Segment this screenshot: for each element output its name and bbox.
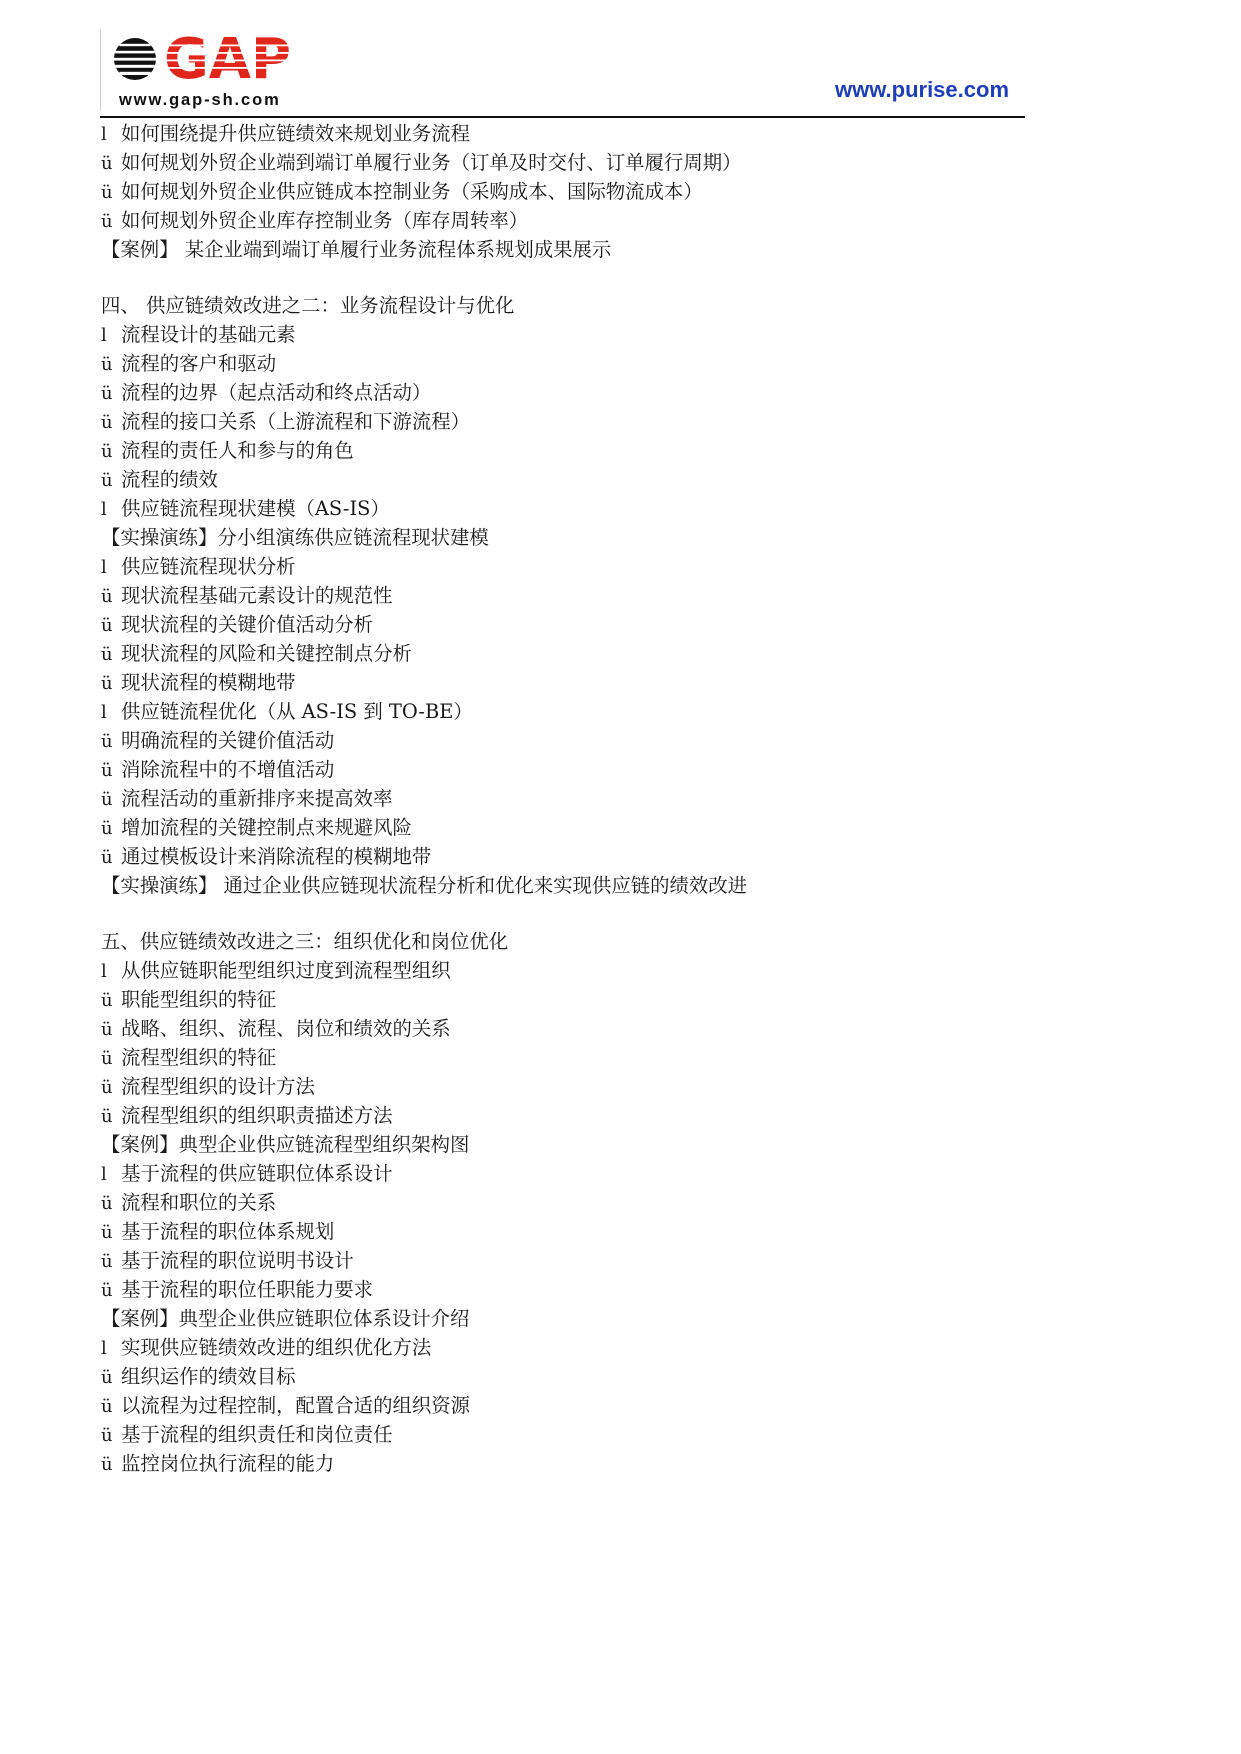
- list-item: [101, 639, 1101, 668]
- list-item: [101, 784, 1101, 813]
- case-note: 【实操演练】分小组演练供应链流程现状建模: [101, 526, 489, 549]
- section-heading: 五、供应链绩效改进之三：组织优化和岗位优化: [101, 930, 509, 953]
- document-body: [101, 119, 1101, 1478]
- list-item: [101, 407, 1101, 436]
- case-note: 【实操演练】 通过企业供应链现状流程分析和优化来实现供应链的绩效改进: [101, 874, 748, 897]
- list-item: [101, 436, 1101, 465]
- section: [101, 119, 1101, 264]
- list-item: [101, 494, 1101, 523]
- sub-bullet-marker: ü: [101, 818, 113, 839]
- main-bullet-marker: l: [101, 961, 107, 982]
- sub-bullet-marker: ü: [101, 1251, 113, 1272]
- list-item: [101, 1391, 1101, 1420]
- list-item: [101, 668, 1101, 697]
- list-item: [101, 1420, 1101, 1449]
- list-item-text: 通过模板设计来消除流程的模糊地带: [121, 845, 432, 868]
- list-item: [101, 206, 1101, 235]
- list-item: [101, 985, 1101, 1014]
- list-item: [101, 813, 1101, 842]
- sub-bullet-marker: ü: [101, 182, 113, 203]
- list-item: [101, 148, 1101, 177]
- list-item-text: 流程活动的重新排序来提高效率: [121, 787, 393, 810]
- list-item: [101, 1188, 1101, 1217]
- list-item-text: 流程的客户和驱动: [121, 352, 277, 375]
- list-item: [101, 1072, 1101, 1101]
- main-bullet-marker: l: [101, 124, 107, 145]
- blank-line: [101, 900, 1101, 927]
- blank-line: [101, 264, 1101, 291]
- list-item: [101, 465, 1101, 494]
- sub-bullet-marker: ü: [101, 1106, 113, 1127]
- sub-bullet-marker: ü: [101, 731, 113, 752]
- sub-bullet-marker: ü: [101, 1077, 113, 1098]
- list-item-text: 现状流程基础元素设计的规范性: [121, 584, 393, 607]
- sub-bullet-marker: ü: [101, 1280, 113, 1301]
- sub-bullet-marker: ü: [101, 586, 113, 607]
- list-item-text: 基于流程的职位任职能力要求: [121, 1278, 374, 1301]
- sub-bullet-marker: ü: [101, 412, 113, 433]
- main-bullet-marker: l: [101, 702, 107, 723]
- sub-bullet-marker: ü: [101, 1454, 113, 1475]
- list-item: [101, 581, 1101, 610]
- list-item: [101, 755, 1101, 784]
- list-item-text: 流程型组织的组织职责描述方法: [121, 1104, 393, 1127]
- sub-bullet-marker: ü: [101, 1048, 113, 1069]
- list-item: [101, 552, 1101, 581]
- list-item: [101, 1246, 1101, 1275]
- sub-bullet-marker: ü: [101, 153, 113, 174]
- sub-bullet-marker: ü: [101, 1222, 113, 1243]
- sub-bullet-marker: ü: [101, 383, 113, 404]
- list-item-text: 流程设计的基础元素: [121, 323, 296, 346]
- list-item-text: 如何规划外贸企业供应链成本控制业务（采购成本、国际物流成本）: [121, 180, 703, 203]
- sub-bullet-marker: ü: [101, 644, 113, 665]
- list-item-text: 流程的边界（起点活动和终点活动）: [121, 381, 432, 404]
- list-item: [101, 1217, 1101, 1246]
- case-note: 【案例】典型企业供应链职位体系设计介绍: [101, 1307, 470, 1330]
- section: [101, 927, 1101, 1478]
- main-bullet-marker: l: [101, 1338, 107, 1359]
- sub-bullet-marker: ü: [101, 760, 113, 781]
- sub-bullet-marker: ü: [101, 1193, 113, 1214]
- sub-bullet-marker: ü: [101, 1396, 113, 1417]
- list-item-text: 流程的责任人和参与的角色: [121, 439, 354, 462]
- list-item: [101, 349, 1101, 378]
- sub-bullet-marker: ü: [101, 615, 113, 636]
- list-item: [101, 320, 1101, 349]
- list-item-text: 实现供应链绩效改进的组织优化方法: [121, 1336, 432, 1359]
- list-item: [101, 1275, 1101, 1304]
- main-bullet-marker: l: [101, 557, 107, 578]
- list-item: [101, 1333, 1101, 1362]
- list-item: [101, 1101, 1101, 1130]
- list-item: [101, 610, 1101, 639]
- list-item-text: 明确流程的关键价值活动: [121, 729, 335, 752]
- list-item: [101, 1362, 1101, 1391]
- list-item-text: 职能型组织的特征: [121, 988, 277, 1011]
- list-item-text: 现状流程的关键价值活动分析: [121, 613, 374, 636]
- list-item-text: 流程的接口关系（上游流程和下游流程）: [121, 410, 471, 433]
- list-item-text: 流程的绩效: [121, 468, 218, 491]
- main-bullet-marker: l: [101, 1164, 107, 1185]
- list-item: [101, 378, 1101, 407]
- list-item-text: 供应链流程现状分析: [121, 555, 296, 578]
- list-item-text: 基于流程的职位说明书设计: [121, 1249, 354, 1272]
- sub-bullet-marker: ü: [101, 470, 113, 491]
- list-item-text: 战略、组织、流程、岗位和绩效的关系: [121, 1017, 451, 1040]
- sub-bullet-marker: ü: [101, 1019, 113, 1040]
- list-item: [101, 842, 1101, 871]
- list-item-text: 基于流程的供应链职位体系设计: [121, 1162, 393, 1185]
- company-logo: [101, 29, 297, 91]
- section: [101, 291, 1101, 900]
- logo-block: [100, 29, 297, 111]
- list-item-text: 基于流程的职位体系规划: [121, 1220, 335, 1243]
- list-item-text: 增加流程的关键控制点来规避风险: [121, 816, 412, 839]
- section-heading: 四、 供应链绩效改进之二：业务流程设计与优化: [101, 294, 515, 317]
- list-item: [101, 1159, 1101, 1188]
- list-item-text: 供应链流程优化（从 AS-IS 到 TO-BE）: [121, 700, 473, 723]
- main-bullet-marker: l: [101, 325, 107, 346]
- sub-bullet-marker: ü: [101, 847, 113, 868]
- main-bullet-marker: l: [101, 499, 107, 520]
- list-item: [101, 697, 1101, 726]
- sub-bullet-marker: ü: [101, 1425, 113, 1446]
- list-item-text: 如何规划外贸企业库存控制业务（库存周转率）: [121, 209, 529, 232]
- list-item-text: 消除流程中的不增值活动: [121, 758, 335, 781]
- list-item-text: 现状流程的模糊地带: [121, 671, 296, 694]
- case-note: 【案例】 某企业端到端订单履行业务流程体系规划成果展示: [101, 238, 612, 261]
- sub-bullet-marker: ü: [101, 789, 113, 810]
- list-item: [101, 1014, 1101, 1043]
- list-item: [101, 726, 1101, 755]
- list-item-text: 流程型组织的设计方法: [121, 1075, 315, 1098]
- sub-bullet-marker: ü: [101, 354, 113, 375]
- list-item: [101, 1043, 1101, 1072]
- sub-bullet-marker: ü: [101, 441, 113, 462]
- list-item: [101, 956, 1101, 985]
- list-item: [101, 1449, 1101, 1478]
- header-divider: [100, 116, 1025, 118]
- list-item-text: 流程型组织的特征: [121, 1046, 277, 1069]
- list-item: [101, 177, 1101, 206]
- list-item-text: 如何规划外贸企业端到端订单履行业务（订单及时交付、订单履行周期）: [121, 151, 742, 174]
- sub-bullet-marker: ü: [101, 211, 113, 232]
- sub-bullet-marker: ü: [101, 1367, 113, 1388]
- list-item: [101, 119, 1101, 148]
- list-item-text: 从供应链职能型组织过度到流程型组织: [121, 959, 451, 982]
- site-link[interactable]: www.purise.com: [835, 77, 1010, 102]
- list-item-text: 现状流程的风险和关键控制点分析: [121, 642, 412, 665]
- sub-bullet-marker: ü: [101, 990, 113, 1011]
- list-item-text: 如何围绕提升供应链绩效来规划业务流程: [121, 122, 471, 145]
- case-note: 【案例】典型企业供应链流程型组织架构图: [101, 1133, 470, 1156]
- sub-bullet-marker: ü: [101, 673, 113, 694]
- list-item-text: 供应链流程现状建模（AS-IS）: [121, 497, 390, 520]
- list-item-text: 以流程为过程控制，配置合适的组织资源: [121, 1394, 471, 1417]
- logo-url-text: www.gap-sh.com: [119, 91, 281, 109]
- list-item-text: 基于流程的组织责任和岗位责任: [121, 1423, 393, 1446]
- list-item-text: 流程和职位的关系: [121, 1191, 277, 1214]
- list-item-text: 组织运作的绩效目标: [121, 1365, 296, 1388]
- globe-icon: [113, 38, 157, 80]
- list-item-text: 监控岗位执行流程的能力: [121, 1452, 335, 1475]
